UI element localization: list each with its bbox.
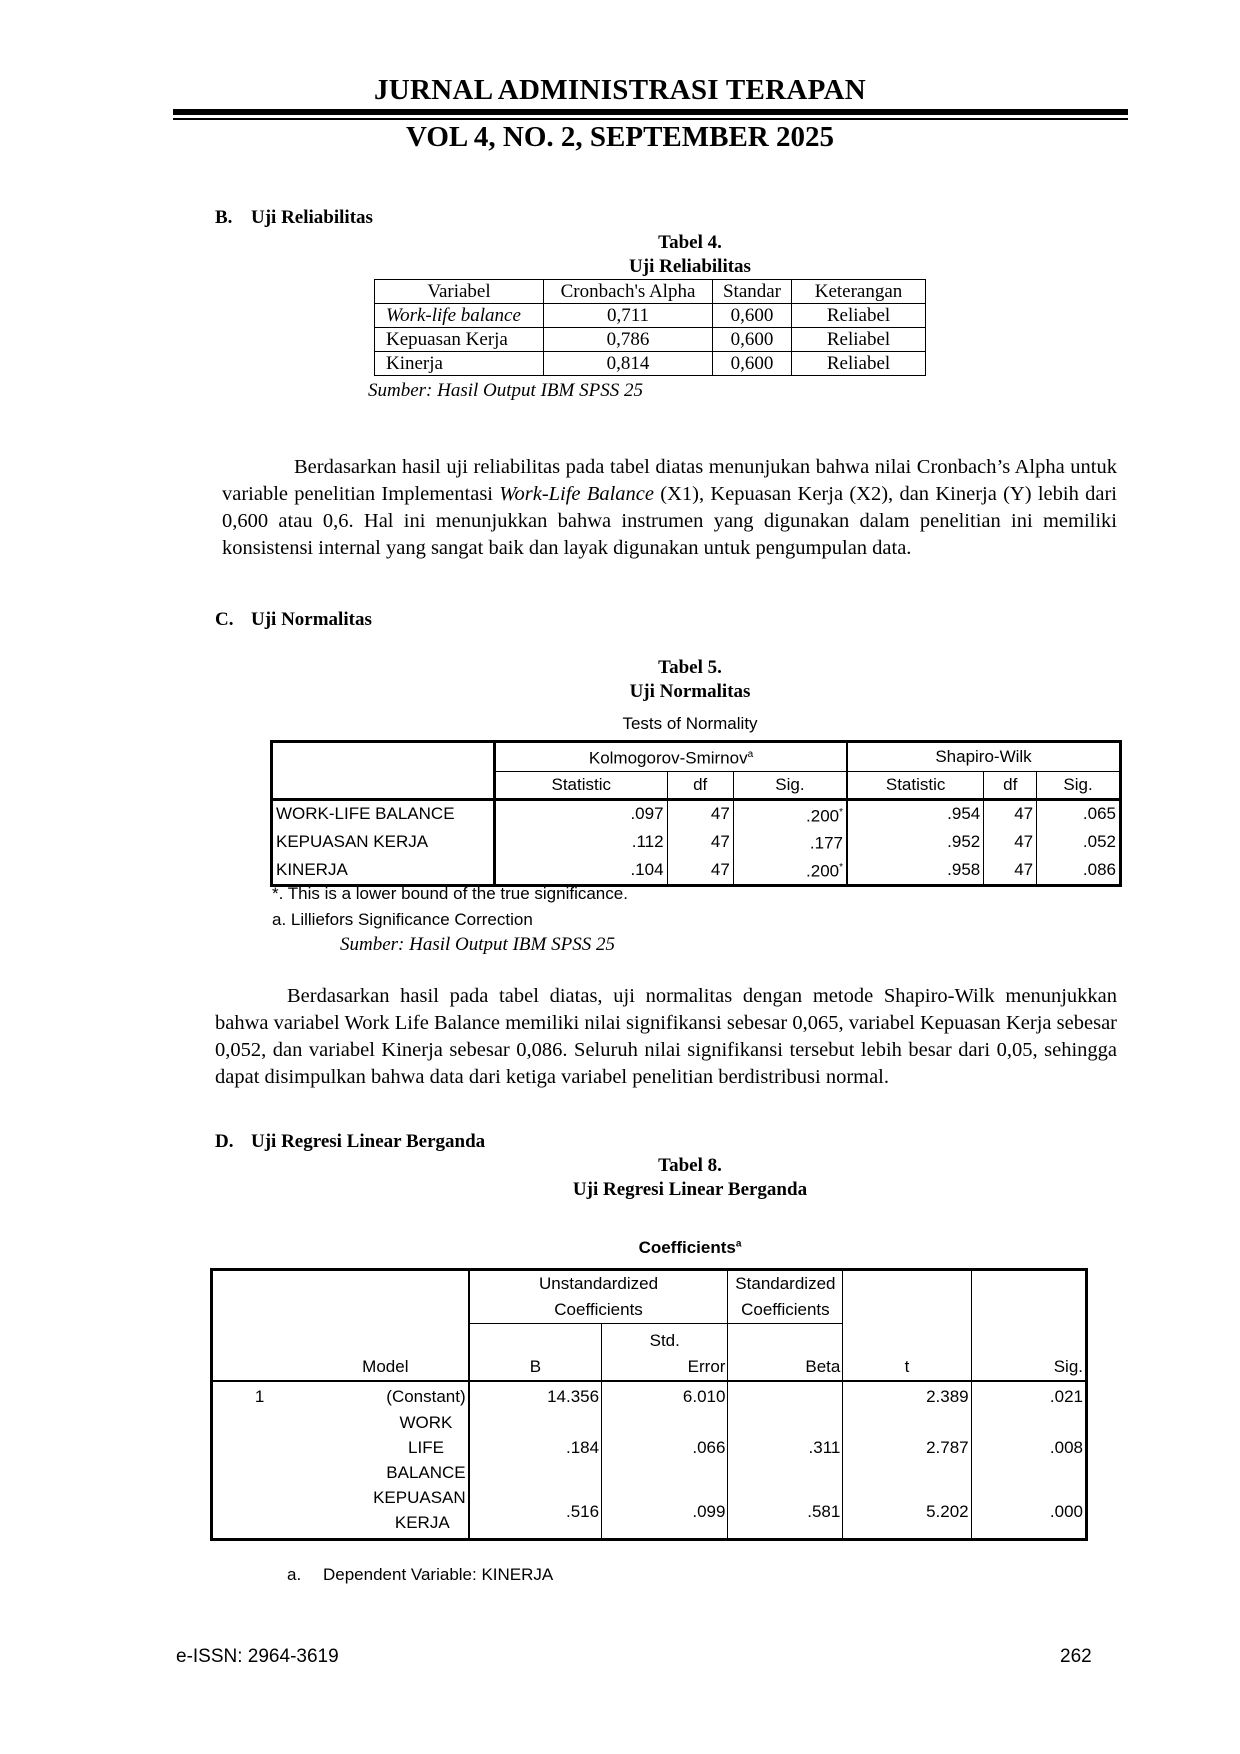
cell: Kepuasan Kerja [375,328,544,352]
page-number: 262 [1060,1646,1092,1667]
col-header: df [984,771,1037,799]
cell: .066 [602,1410,728,1485]
section-number: C. [215,609,234,630]
group-header [495,742,848,772]
group-header [469,1270,728,1324]
model-header [212,1270,469,1382]
table8-title: Uji Regresi Linear Berganda [572,1179,808,1200]
cell: 47 [984,799,1037,828]
cell-value: .200 [806,861,840,881]
paragraph-italic: Work-Life Balance [499,483,654,505]
cell [733,828,847,856]
col-header: df [667,771,733,799]
cell: .954 [847,799,984,828]
spss-table-title [560,1238,820,1258]
col-header: Sig. [971,1270,1086,1382]
table-header-row [375,280,926,304]
cell: 2.787 [843,1410,971,1485]
table-header-row [212,1270,1087,1324]
row-label-line: BALANCE [386,1463,466,1482]
row-label: KEPUASAN KERJA [272,828,495,856]
section-title: Uji Normalitas [251,609,372,630]
cell: 47 [667,828,733,856]
cell: .008 [1049,1437,1083,1457]
col-header: B [469,1324,602,1382]
section-title: Uji Reliabilitas [251,207,373,228]
table5-note: *. This is a lower bound of the true significance. [272,884,628,903]
col-header: Statistic [495,771,668,799]
col-header: Beta [728,1324,843,1382]
cell: .021 [1049,1387,1083,1406]
table-row [375,328,926,352]
reliability-table [374,279,926,376]
section-b-heading [215,207,373,229]
row-label: (Constant) [306,1381,468,1410]
row-label-line: WORK [399,1413,453,1432]
cell: 47 [984,856,1037,885]
cell: .000 [1049,1501,1083,1521]
col-header: Cronbach's Alpha [544,280,713,304]
cell [733,856,847,885]
cell [728,1381,843,1410]
col-header [602,1324,728,1382]
cell: .958 [847,856,984,885]
group-header: Shapiro-Wilk [847,742,1120,772]
cell: .099 [602,1485,728,1540]
header-rule-thick [173,109,1128,115]
row-label-line: LIFE [408,1438,444,1457]
spss-title-text: Coefficients [638,1238,736,1257]
table4-label: Tabel 4. [658,232,722,253]
table5-note: a. Lilliefors Significance Correction [272,910,533,929]
row-label: WORK-LIFE BALANCE [272,799,495,828]
cell: 47 [667,856,733,885]
group-header-text: Coefficients [741,1300,830,1319]
section-number: D. [215,1131,234,1152]
spss-table-title: Tests of Normality [622,714,758,733]
note-text: Dependent Variable: KINERJA [323,1565,554,1584]
table-row [272,799,1121,828]
cell: .104 [495,856,668,885]
cell: .052 [1037,828,1121,856]
table-row [375,304,926,328]
table-header-row [272,742,1121,772]
table-row [212,1381,1087,1410]
row-label-line: KERJA [394,1513,450,1532]
cell: 0,600 [713,328,792,352]
table8-note [287,1565,553,1585]
footnote-mark: a [747,749,754,760]
col-header: Standar [713,280,792,304]
group-header-text: Kolmogorov-Smirnov [588,748,748,768]
cell: Reliabel [792,328,926,352]
table-row [272,828,1121,856]
table8-label: Tabel 8. [658,1155,722,1176]
normality-table [270,740,1122,887]
section-number: B. [215,207,233,228]
cell: .311 [728,1410,843,1485]
regression-table [210,1268,1088,1541]
model-header-text: Model [362,1357,409,1376]
col-header: t [843,1270,971,1382]
col-header-text: Std. [649,1331,680,1350]
cell: 0,600 [713,352,792,376]
header-rule-thin [173,118,1128,120]
table-row [375,352,926,376]
paragraph-text: Berdasarkan hasil uji reliabilitas pada tabel diatas menunjukan bahwa nilai Cronbach’s Alpha untuk variable penelitian Implementasi [222,456,1117,505]
table-row [212,1410,1087,1485]
table-row [272,856,1121,885]
cell [733,799,847,828]
cell: .086 [1037,856,1121,885]
table5-title: Uji Normalitas [629,681,751,702]
reliability-paragraph [222,454,1117,562]
footnote-mark: a [735,1238,742,1250]
cell: Reliabel [792,352,926,376]
footnote-mark: * [839,806,844,818]
cell: .112 [495,828,668,856]
journal-volume: VOL 4, NO. 2, SEPTEMBER 2025 [405,121,835,153]
cell: 0,711 [544,304,713,328]
table5-label: Tabel 5. [658,657,722,678]
blank-header [272,742,495,800]
row-label: KINERJA [272,856,495,885]
group-header-text: Coefficients [554,1300,643,1319]
footer-issn: e-ISSN: 2964-3619 [176,1646,339,1667]
cell: Reliabel [792,304,926,328]
section-d-heading [215,1131,485,1153]
cell: 0,814 [544,352,713,376]
journal-title: JURNAL ADMINISTRASI TERAPAN [373,74,867,106]
table4-title: Uji Reliabilitas [629,256,751,277]
cell: 14.356 [469,1381,602,1410]
table5-source: Sumber: Hasil Output IBM SPSS 25 [340,934,615,955]
cell: 47 [984,828,1037,856]
cell-value: .177 [809,833,844,853]
cell: .065 [1037,799,1121,828]
section-title: Uji Regresi Linear Berganda [251,1131,486,1152]
cell: 47 [667,799,733,828]
col-header: Keterangan [792,280,926,304]
group-header-text: Unstandardized [539,1274,659,1293]
col-header: Variabel [375,280,544,304]
cell: .952 [847,828,984,856]
model-number: 1 [254,1387,265,1406]
col-header: Sig. [1037,771,1121,799]
table-row [212,1485,1087,1540]
col-header: Sig. [733,771,847,799]
cell-value: .200 [806,806,840,826]
cell: .516 [469,1485,602,1540]
col-header: Statistic [847,771,984,799]
paragraph-text: (X1), Kepuasan Kerja (X2), dan Kinerja (Y) lebih dari 0,600 atau 0,6. Hal ini menunjukkan bahwa instrumen yang digunakan dalam penelitian ini memiliki konsistensi internal yang sangat baik dan layak digunakan untuk pengumpulan data. [222,483,1117,559]
row-label [306,1410,468,1485]
table4-source: Sumber: Hasil Output IBM SPSS 25 [368,380,643,401]
cell: 0,786 [544,328,713,352]
group-header [728,1270,843,1324]
section-c-heading [215,609,372,631]
cell: Kinerja [375,352,544,376]
row-label [306,1485,468,1540]
cell: 5.202 [843,1485,971,1540]
cell: Work-life balance [375,304,544,328]
cell: 0,600 [713,304,792,328]
normality-paragraph: Berdasarkan hasil pada tabel diatas, uji normalitas dengan metode Shapiro-Wilk menunjukkan bahwa variabel Work Life Balance memiliki nilai signifikansi sebesar 0,065, variabel Kepuasan Kerja sebesar 0,052, dan variabel Kinerja sebesar 0,086. Seluruh nilai signifikansi tersebut lebih besar dari 0,05, sehingga dapat disimpulkan bahwa data dari ketiga variabel penelitian berdistribusi normal. [215,985,1117,1088]
note-label: a. [287,1565,302,1584]
group-header-text: Standardized [735,1274,836,1293]
cell: .581 [728,1485,843,1540]
footnote-mark: * [839,861,844,873]
col-header-text: Error [687,1357,726,1376]
row-label-line: KEPUASAN [373,1488,466,1507]
cell: .184 [469,1410,602,1485]
cell: 2.389 [843,1381,971,1410]
cell: 6.010 [602,1381,728,1410]
cell: .097 [495,799,668,828]
